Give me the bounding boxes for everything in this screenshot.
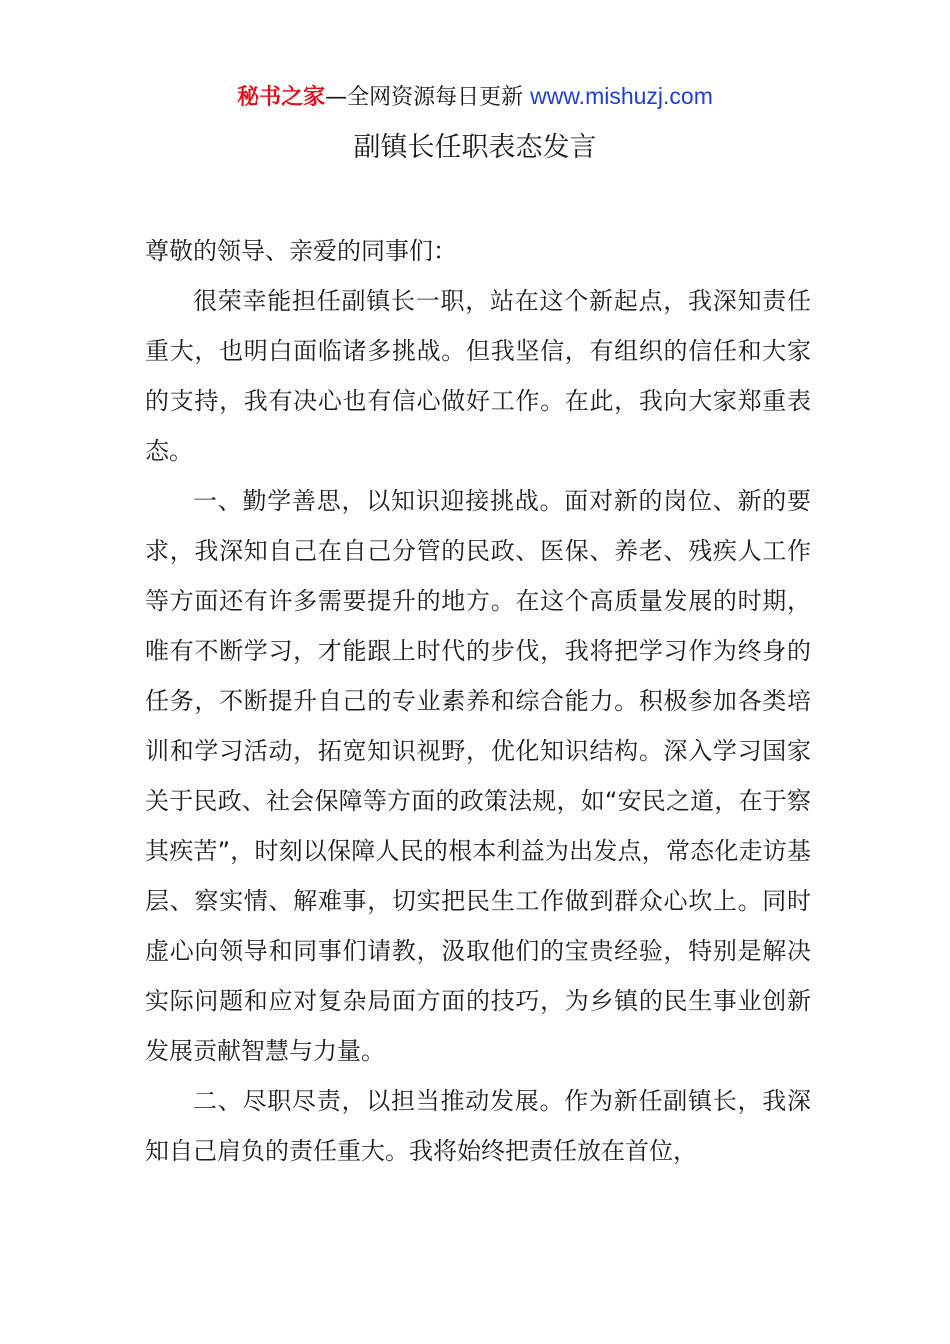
site-url-link[interactable]: www.mishuzj.com <box>530 83 713 109</box>
document-body <box>145 226 811 1176</box>
brand-name: 秘书之家 <box>237 85 326 110</box>
paragraph-section-one: 一、勤学善思，以知识迎接挑战。面对新的岗位、新的要求，我深知自己在自己分管的民政、医保、养老、残疾人工作等方面还有许多需要提升的地方。在这个高质量发展的时期，唯有不断学习，才能跟上时代的步伐，我将把学习作为终身的任务，不断提升自己的专业素养和综合能力。积极参加各类培训和学习活动，拓宽知识视野，优化知识结构。深入学习国家关于民政、社会保障等方面的政策法规，如“安民之道，在于察其疾苦”，时刻以保障人民的根本利益为出发点，常态化走访基层、察实情、解难事，切实把民生工作做到群众心坎上。同时虚心向领导和同事们请教，汲取他们的宝贵经验，特别是解决实际问题和应对复杂局面方面的技巧，为乡镇的民生事业创新发展贡献智慧与力量。 <box>145 487 811 1065</box>
salutation: 尊敬的领导、亲爱的同事们： <box>145 237 457 265</box>
document-title: 副镇长任职表态发言 <box>353 132 597 163</box>
site-header <box>0 78 950 116</box>
paragraph-intro: 很荣幸能担任副镇长一职，站在这个新起点，我深知责任重大，也明白面临诸多挑战。但我坚信，有组织的信任和大家的支持，我有决心也有信心做好工作。在此，我向大家郑重表态。 <box>145 287 811 465</box>
header-slogan: —全网资源每日更新 <box>325 85 524 110</box>
paragraph-section-two: 二、尽职尽责，以担当推动发展。作为新任副镇长，我深知自己肩负的责任重大。我将始终把责任放在首位， <box>145 1087 811 1165</box>
